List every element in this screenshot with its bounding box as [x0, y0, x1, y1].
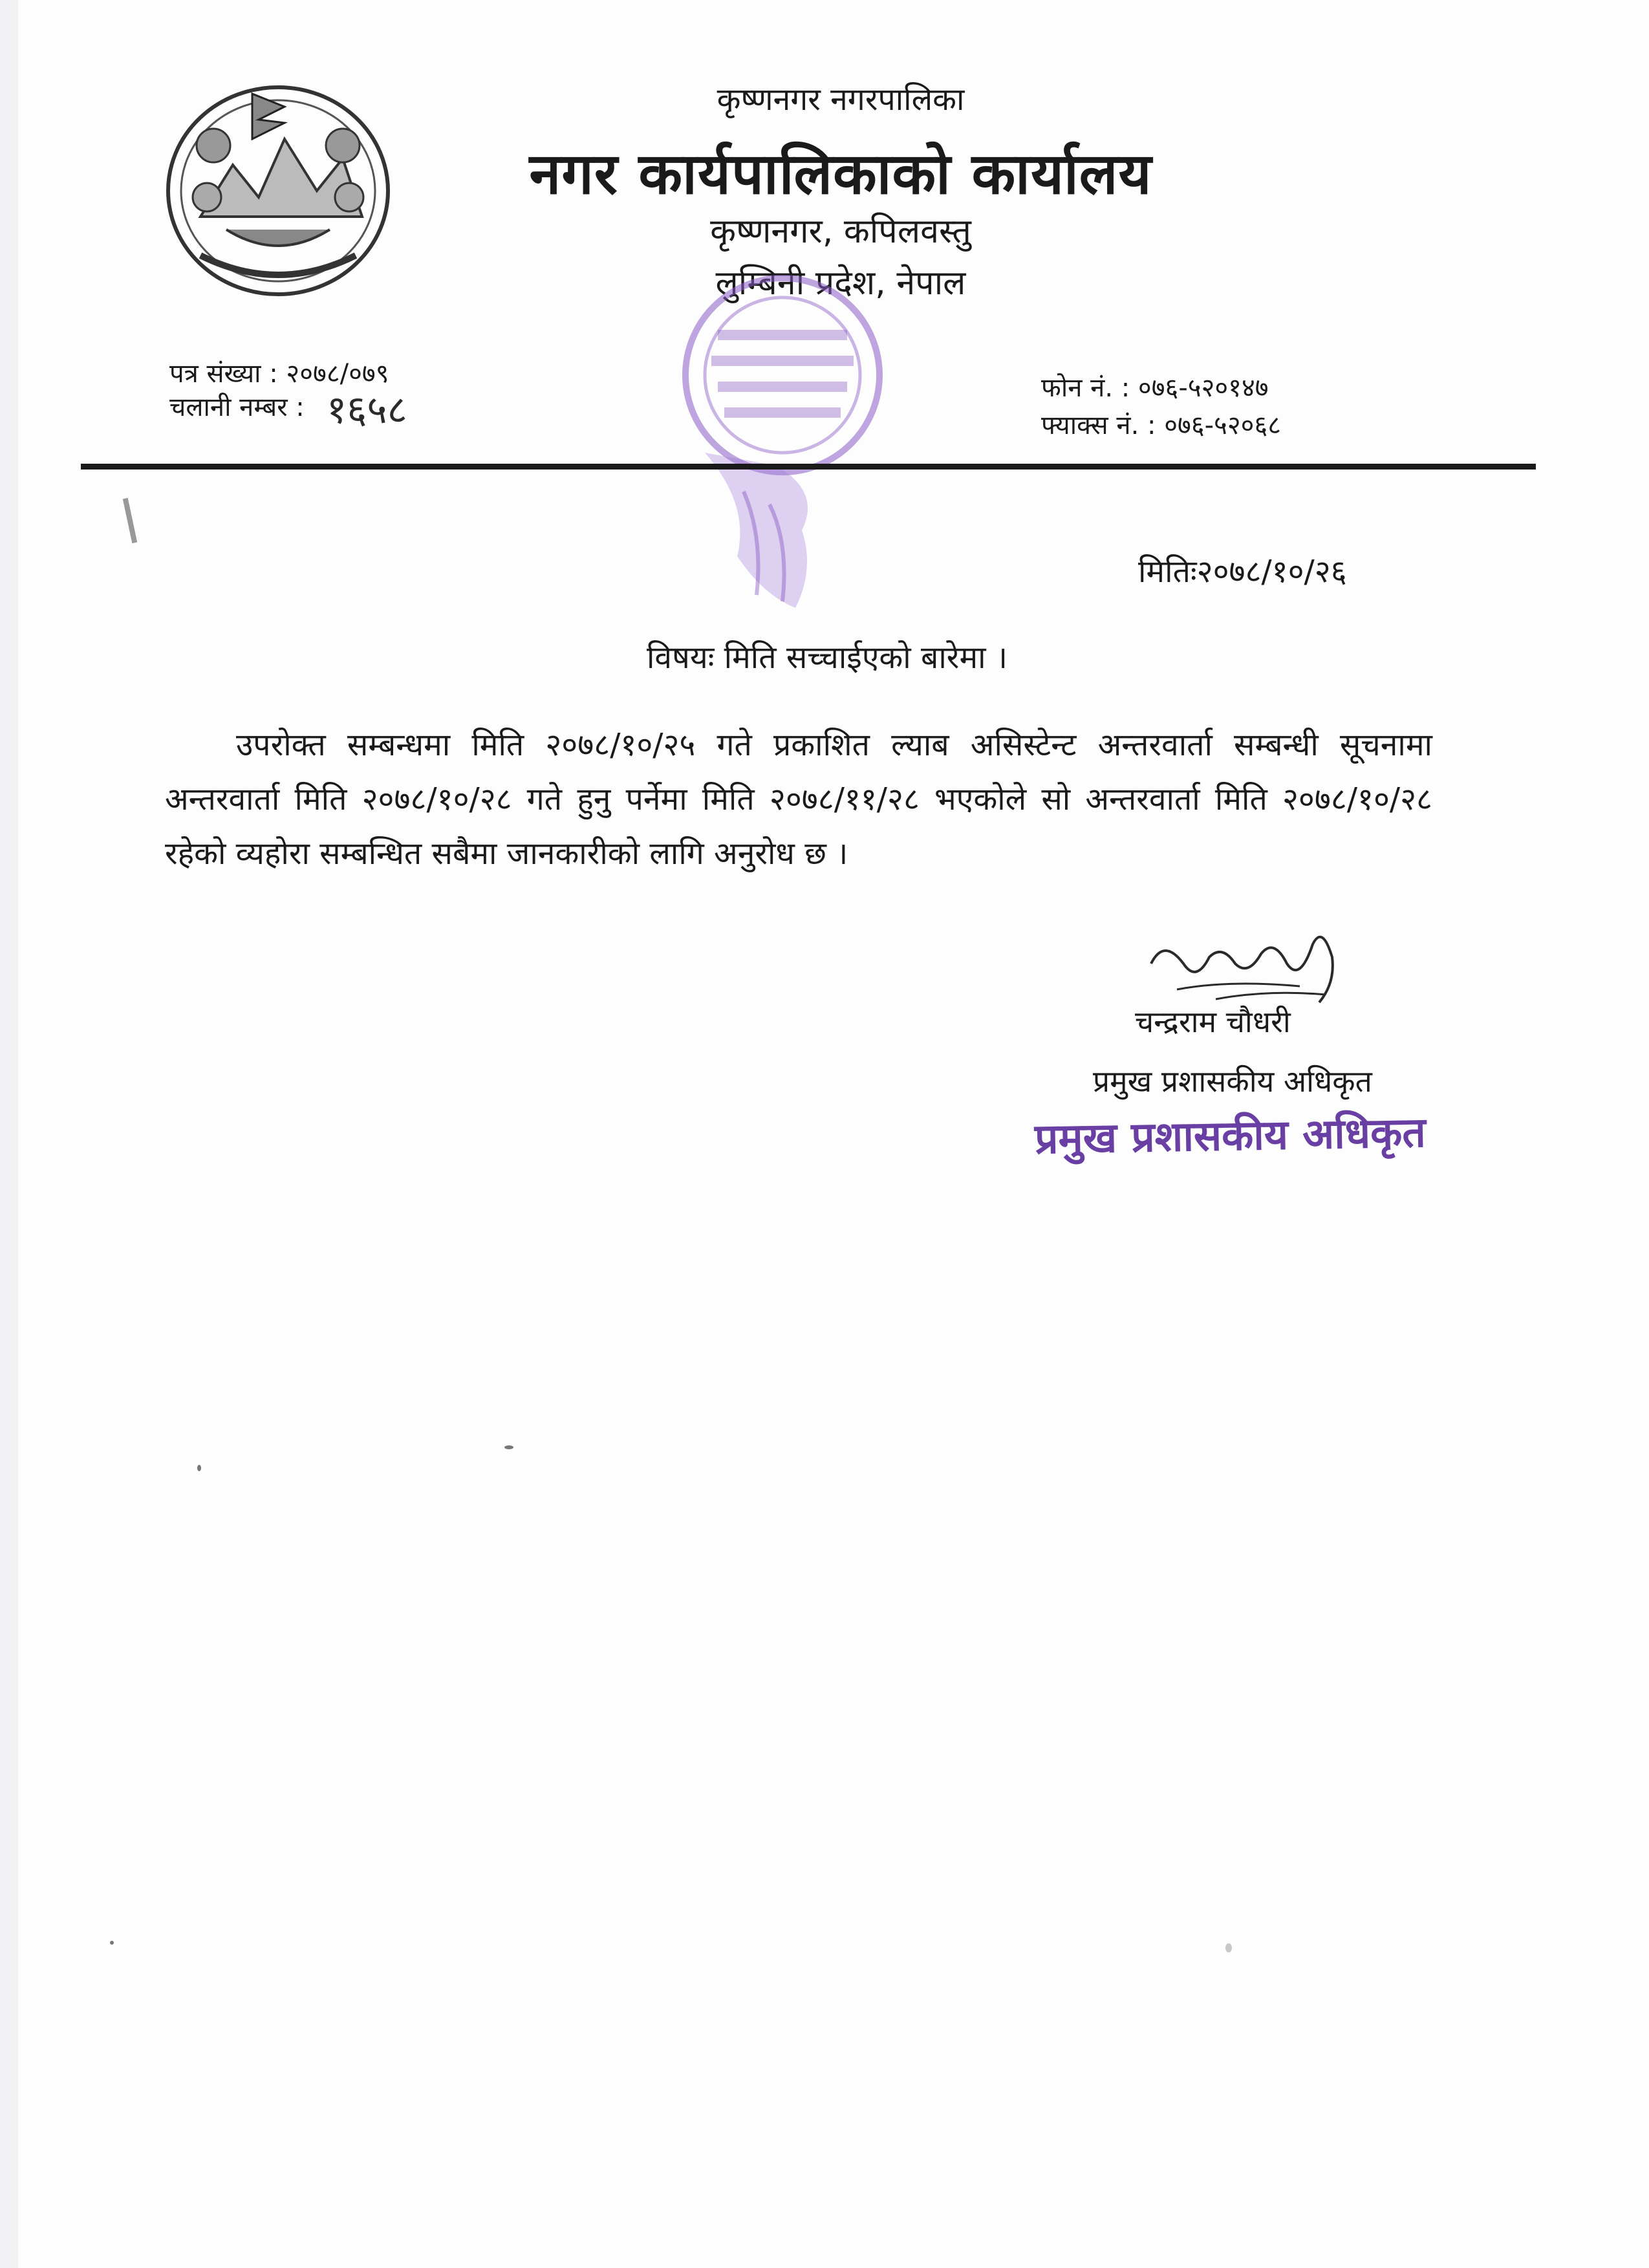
header-divider: [81, 464, 1536, 470]
scan-speck: [197, 1465, 201, 1471]
address-line-1: कृष्णनगर, कपिलवस्तु: [710, 212, 971, 251]
signer-designation: प्रमुख प्रशासकीय अधिकृत: [1093, 1064, 1372, 1099]
scan-speck: [1225, 1943, 1232, 1952]
phone-number: फोन नं. : ०७६-५२०१४७: [1041, 373, 1269, 403]
municipality-name: कृष्णनगर नगरपालिका: [717, 81, 965, 118]
letter-body: उपरोक्त सम्बन्धमा मिति २०७८/१०/२५ गते प्रकाशित ल्याब असिस्टेन्ट अन्तरवार्ता सम्बन्धी सूचनामा अन्तरवार्ता मिति २०७८/१०/२८ गते हुनु पर्नेमा मिति २०७८/११/२८ भएकोले सो अन्तरवार्ता मिति २०७८/१०/२८ रहेको व्यहोरा सम्बन्धित सबैमा जानकारीको लागि अनुरोध छ ।: [165, 727, 1432, 872]
letter-number: पत्र संख्या : २०७८/०७९: [169, 359, 389, 389]
address-line-2: लुम्बिनी प्रदेश, नेपाल: [715, 264, 966, 303]
scan-mark: [123, 498, 137, 543]
dispatch-number-label: चलानी नम्बर :: [169, 393, 305, 422]
office-round-stamp: [666, 259, 925, 621]
office-title: नगर कार्यपालिकाको कार्यालय: [529, 140, 1152, 207]
letter-subject: विषयः मिति सच्चाईएको बारेमा ।: [647, 640, 1008, 676]
dispatch-number-handwritten: १६५८: [327, 387, 407, 433]
scan-speck: [110, 1941, 114, 1945]
letter-date: मितिः२०७८/१०/२६: [1138, 554, 1347, 590]
designation-stamp: प्रमुख प्रशासकीय अधिकृत: [1034, 1108, 1427, 1164]
signer-name: चन्द्रराम चौधरी: [1135, 1004, 1291, 1039]
scan-speck: [504, 1445, 513, 1449]
scan-edge: [0, 0, 18, 2268]
fax-number: फ्याक्स नं. : ०७६-५२०६८: [1041, 411, 1282, 440]
